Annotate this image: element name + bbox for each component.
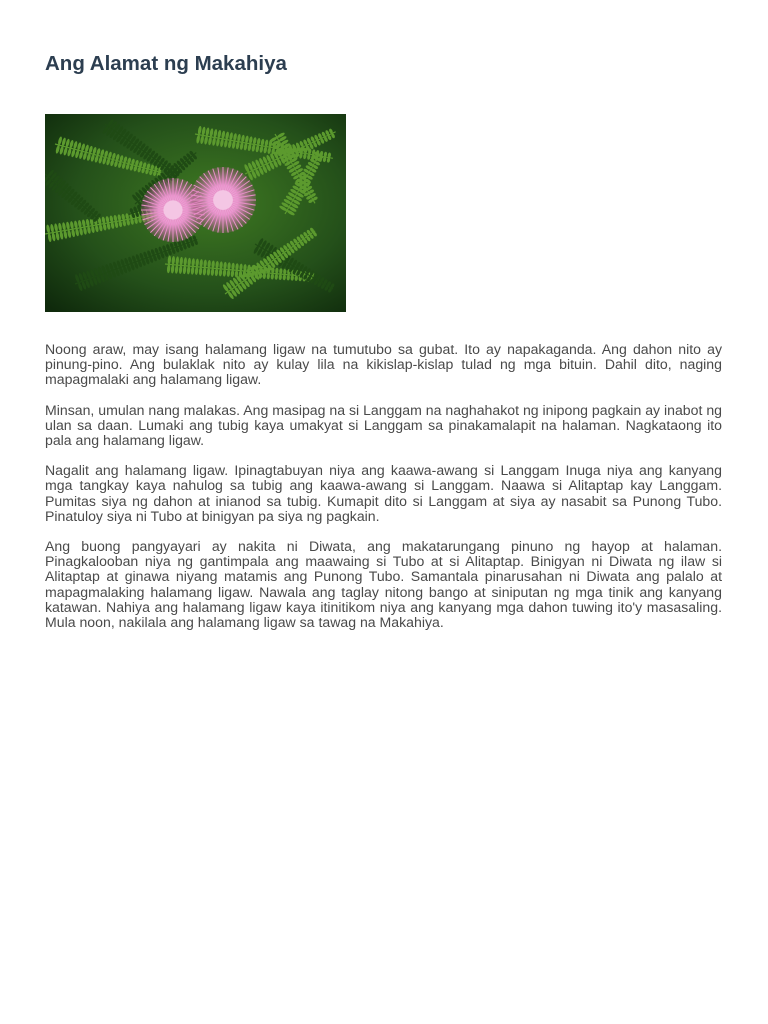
paragraph-4: Ang buong pangyayari ay nakita ni Diwata, ang makatarungang pinuno ng hayop at halaman. Pinagkalooban niya ng gantimpala ang maawaing si Tubo at si Alitaptap. Binigyan ni Diwata ng ilaw si Alitaptap at ginawa niyang matamis ang Punong Tubo. Samantala pinarusahan ni Diwata ang palalo at mapagmalaking halamang ligaw. Nawala ang taglay nitong bango at siniputan ng mga tinik ang kanyang katawan. Nahiya ang halamang ligaw kaya itinitikom niya ang kanyang mga dahon tuwing ito'y masasaling. Mula noon, nakilala ang halamang ligaw sa tawag na Makahiya.	[45, 538, 722, 631]
page-title: Ang Alamat ng Makahiya	[45, 52, 287, 75]
paragraph-2: Minsan, umulan nang malakas. Ang masipag na si Langgam na naghahakot ng inipong pagkain ay inabot ng ulan sa daan. Lumaki ang tubig kaya umakyat si Langgam sa pinakamalapit na halaman. Nagkataong ito pala ang halamang ligaw.	[45, 401, 722, 449]
makahiya-plant-image	[45, 114, 346, 312]
paragraph-3: Nagalit ang halamang ligaw. Ipinagtabuyan niya ang kaawa-awang si Langgam Inuga niya ang kanyang mga tangkay kaya nahulog sa tubig ang kaawa-awang si Langgam. Naawa si Alitaptap kay Langgam. Pumitas siya ng dahon at inianod sa tubig. Kumapit dito si Langgam at siya ay nasabit sa Punong Tubo. Pinatuloy siya ni Tubo at binigyan pa siya ng pagkain.	[45, 462, 722, 524]
story-body	[45, 342, 722, 645]
paragraph-1: Noong araw, may isang halamang ligaw na tumutubo sa gubat. Ito ay napakaganda. Ang dahon nito ay pinung-pino. Ang bulaklak nito ay kulay lila na kikislap-kislap tulad ng mga bituin. Dahil dito, naging mapagmalaki ang halamang ligaw.	[45, 341, 722, 388]
makahiya-photo	[45, 114, 346, 312]
